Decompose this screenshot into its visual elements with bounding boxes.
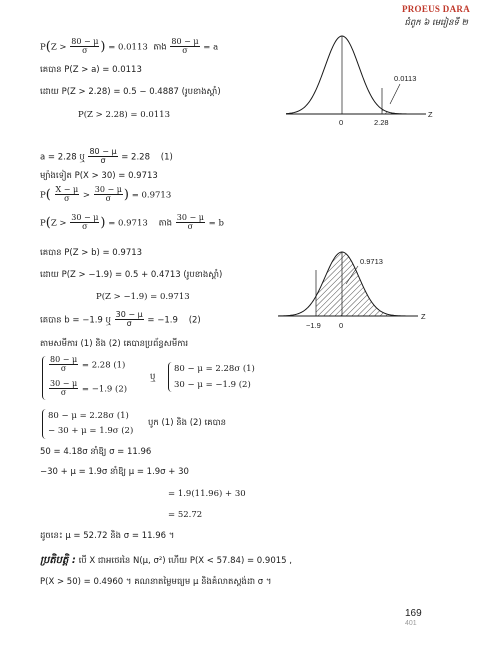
- fraction: $\frac{30 - \mu}{\sigma}$: [71, 213, 99, 232]
- equation-line-8: P(Z > $\frac{30 - \mu}{\sigma}$ ) = 0.9713 តាង $\frac{30 - \mu}{\sigma}$ = b: [40, 213, 224, 232]
- value: = a: [203, 42, 219, 53]
- fraction: $\frac{80 - \mu}{\sigma}$: [171, 37, 199, 56]
- exercise-text: បើ X ជាអថេរនៃ N(μ, σ²) ហើយ P(X < 57.84) = 0.9015 ,: [78, 556, 292, 566]
- fraction: $\frac{80 - \mu}{\sigma}$: [71, 37, 99, 56]
- text-line-6: ម្យ៉ាងទៀត P(X > 30) = 0.9713: [40, 171, 158, 181]
- text-line-4: P(Z > 2.28) = 0.0113: [78, 110, 170, 120]
- prob-symbol: P: [40, 42, 46, 53]
- equation-line-5: a = 2.28 ឬ $\frac{80 - \mu}{\sigma}$ = 2.28 (1): [40, 147, 173, 166]
- system-eq-2: $\frac{30 - \mu}{\sigma}$ = −1.9 (2): [50, 379, 128, 398]
- text-line-3: ដោយ P(Z > 2.28) = 0.5 − 0.4887 (រូបខាងស្តាំ): [40, 87, 221, 97]
- brand-label: PROEUS DARA: [401, 4, 470, 14]
- area-label: 0.9713: [360, 257, 383, 266]
- exercise-line: [40, 556, 292, 566]
- axis-label: Z: [421, 312, 426, 321]
- system2-eq-2: − 30 + μ = 1.9σ (2): [48, 426, 134, 436]
- tick-label: −1.9: [306, 321, 321, 330]
- text-line-10: ដោយ P(Z > −1.9) = 0.5 + 0.4713 (រូបខាងស្តាំ): [40, 270, 223, 280]
- conclusion-line: ដូចនេះ μ = 52.72 និង σ = 11.96 ។: [40, 531, 175, 541]
- exercise-line-2: P(X > 50) = 0.4960 ។ គណនាតម្លៃមធ្យម μ និងគំលាតស្តង់ដា σ ។: [40, 577, 272, 587]
- page-number: 169: [405, 608, 422, 619]
- text-line-11: P(Z > −1.9) = 0.9713: [96, 292, 190, 302]
- system-eq-1: $\frac{80 - \mu}{\sigma}$ = 2.28 (1): [50, 355, 126, 374]
- text-line-15: −30 + μ = 1.9σ នាំឱ្យ μ = 1.9σ + 30: [40, 467, 189, 477]
- tick-label: 2.28: [374, 118, 389, 127]
- text-line-9: គេបាន P(Z > b) = 0.9713: [40, 248, 143, 258]
- text-line-16: = 1.9(11.96) + 30: [168, 489, 246, 499]
- fraction: $\frac{80 - \mu}{\sigma}$: [89, 147, 117, 166]
- fraction: $\frac{X - \mu}{\sigma}$: [55, 185, 79, 204]
- lhs: Z >: [50, 42, 67, 53]
- normal-curve-upper-area: [278, 248, 438, 334]
- text-line-17: = 52.72: [168, 510, 203, 520]
- normal-curve-right-tail: [286, 26, 436, 134]
- tick-label: 0: [339, 118, 344, 127]
- area-label: 0.0113: [394, 74, 417, 83]
- fraction: $\frac{30 - \mu}{\sigma}$: [176, 213, 204, 232]
- system2-eq-1: 80 − μ = 2.28σ (1): [48, 411, 129, 421]
- equation-line-7: P( $\frac{X - \mu}{\sigma}$ > $\frac{30 - \mu}{\sigma}$ ) = 0.9713: [40, 185, 172, 204]
- equation-line-12: គេបាន b = −1.9 ឬ $\frac{30 - \mu}{\sigma}$ = −1.9 (2): [40, 310, 201, 329]
- axis-label: Z: [428, 110, 433, 119]
- exercise-title: ប្រតិបត្តិ :: [40, 555, 76, 566]
- system-eq-3: 80 − μ = 2.28σ (1): [174, 364, 255, 374]
- pointer-line: [390, 84, 400, 104]
- system-eq-4: 30 − μ = −1.9 (2): [174, 380, 251, 390]
- chapter-header: ជំពូក ៦ មេរៀនទី ២: [404, 18, 468, 28]
- page-number-small: 401: [405, 620, 417, 627]
- or-word: ឬ: [150, 372, 156, 382]
- text-line-2: គេបាន P(Z > a) = 0.0113: [40, 65, 142, 75]
- text-line-13: តាមសមីការ (1) និង (2) គេបានប្រព័ន្ធសមីការ: [40, 339, 189, 349]
- add-note: បូក (1) និង (2) គេបាន: [148, 418, 227, 428]
- equation-line-1: P(Z > $\frac{80 - \mu}{\sigma}$ ) = 0.0113 តាង $\frac{80 - \mu}{\sigma}$ = a: [40, 37, 219, 56]
- value: = 0.0113: [108, 42, 148, 53]
- fraction: $\frac{30 - \mu}{\sigma}$: [94, 185, 122, 204]
- text-line-14: 50 = 4.18σ នាំឱ្យ σ = 11.96: [40, 447, 152, 457]
- fraction: $\frac{30 - \mu}{\sigma}$: [115, 310, 143, 329]
- tick-label: 0: [339, 321, 344, 330]
- let-word: តាង: [153, 42, 167, 53]
